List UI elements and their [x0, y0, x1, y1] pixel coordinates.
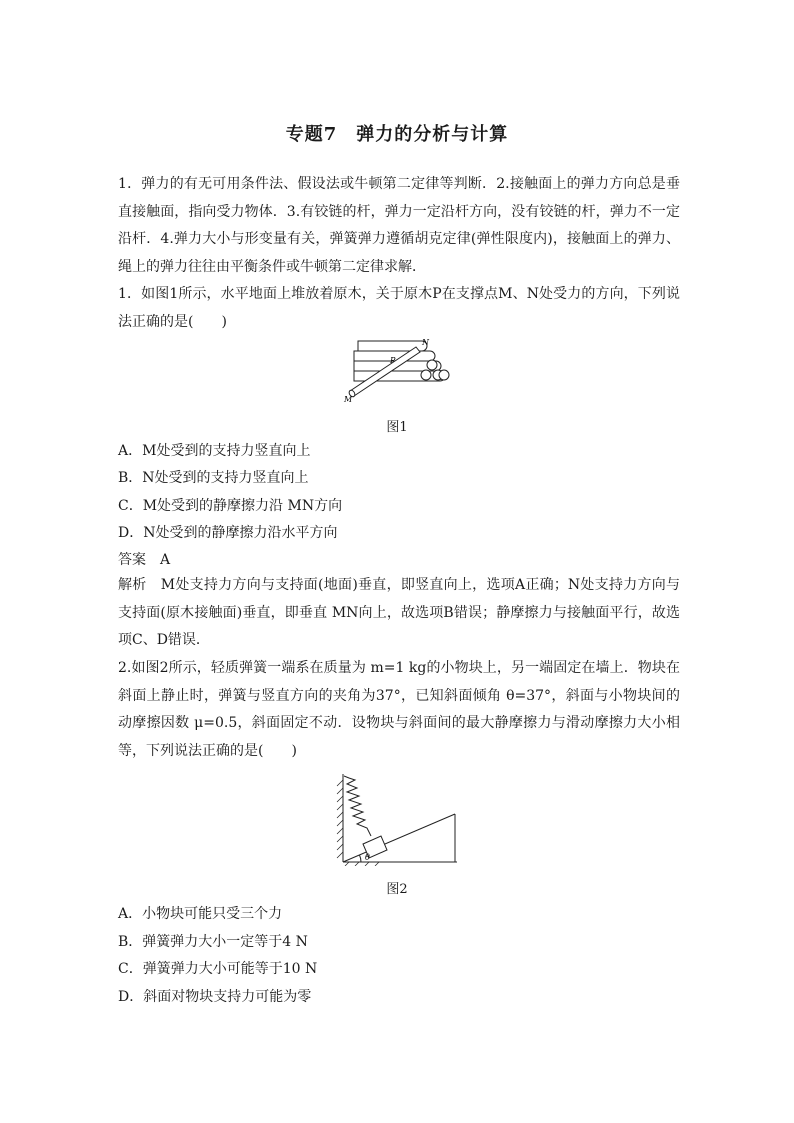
question-1-answer: 答案 A: [118, 552, 171, 568]
question-2-stem: 2.如图2所示，轻质弹簧一端系在质量为 m=1 kg的小物块上，另一端固定在墙上．物块在斜面上静止时，弹簧与竖直方向的夹角为37°，已知斜面倾角 θ=37°，斜面与小物块间的动摩擦因数 μ=0.5，斜面固定不动．设物块与斜面间的最大静摩擦力与滑动摩擦力大小相等，下列说法正确的是( ): [118, 660, 680, 759]
figure-1-caption: 图1: [386, 420, 408, 435]
question-1-option-a: A．M处受到的支持力竖直向上: [118, 443, 311, 459]
question-1-analysis: 解析 M处支持力方向与支持面(地面)垂直，即竖直向上，选项A正确；N处支持力方向与支持面(原木接触面)垂直，即垂直 MN向上，故选项B错误；静摩擦力与接触面平行，故选项C、D错误．: [118, 577, 680, 648]
question-1-option-d: D．N处受到的静摩擦力沿水平方向: [118, 525, 338, 541]
page-title: 专题7 弹力的分析与计算: [285, 124, 509, 145]
question-1-option-c: C．M处受到的静摩擦力沿 MN方向: [118, 498, 343, 514]
question-2-option-c: C．弹簧弹力大小可能等于10 N: [118, 961, 318, 977]
figure-1-label-p: P: [390, 356, 396, 365]
question-1-option-b: B．N处受到的支持力竖直向上: [118, 470, 309, 486]
question-2-option-d: D．斜面对物块支持力可能为零: [118, 989, 312, 1005]
figure-2-label-theta: θ: [365, 853, 370, 862]
figure-2-incline: [335, 770, 467, 866]
figure-1-label-n: N: [422, 338, 429, 347]
summary-paragraph: 1．弹力的有无可用条件法、假设法或牛顿第二定律等判断．2.接触面上的弹力方向总是垂直接触面，指向受力物体．3.有铰链的杆，弹力一定沿杆方向，没有铰链的杆，弹力不一定沿杆．4.弹力大小与形变量有关，弹簧弹力遵循胡克定律(弹性限度内)，接触面上的弹力、绳上的弹力往往由平衡条件或牛顿第二定律求解．: [118, 176, 680, 275]
figure-1-logs: [340, 333, 460, 405]
figure-1-label-m: M: [344, 395, 353, 404]
figure-2-caption: 图2: [386, 882, 408, 897]
question-2-option-a: A．小物块可能只受三个力: [118, 906, 283, 922]
question-1-stem: 1．如图1所示，水平地面上堆放着原木，关于原木P在支撑点M、N处受力的方向，下列说法正确的是( ): [118, 286, 680, 330]
question-2-option-b: B．弹簧弹力大小一定等于4 N: [118, 934, 308, 950]
